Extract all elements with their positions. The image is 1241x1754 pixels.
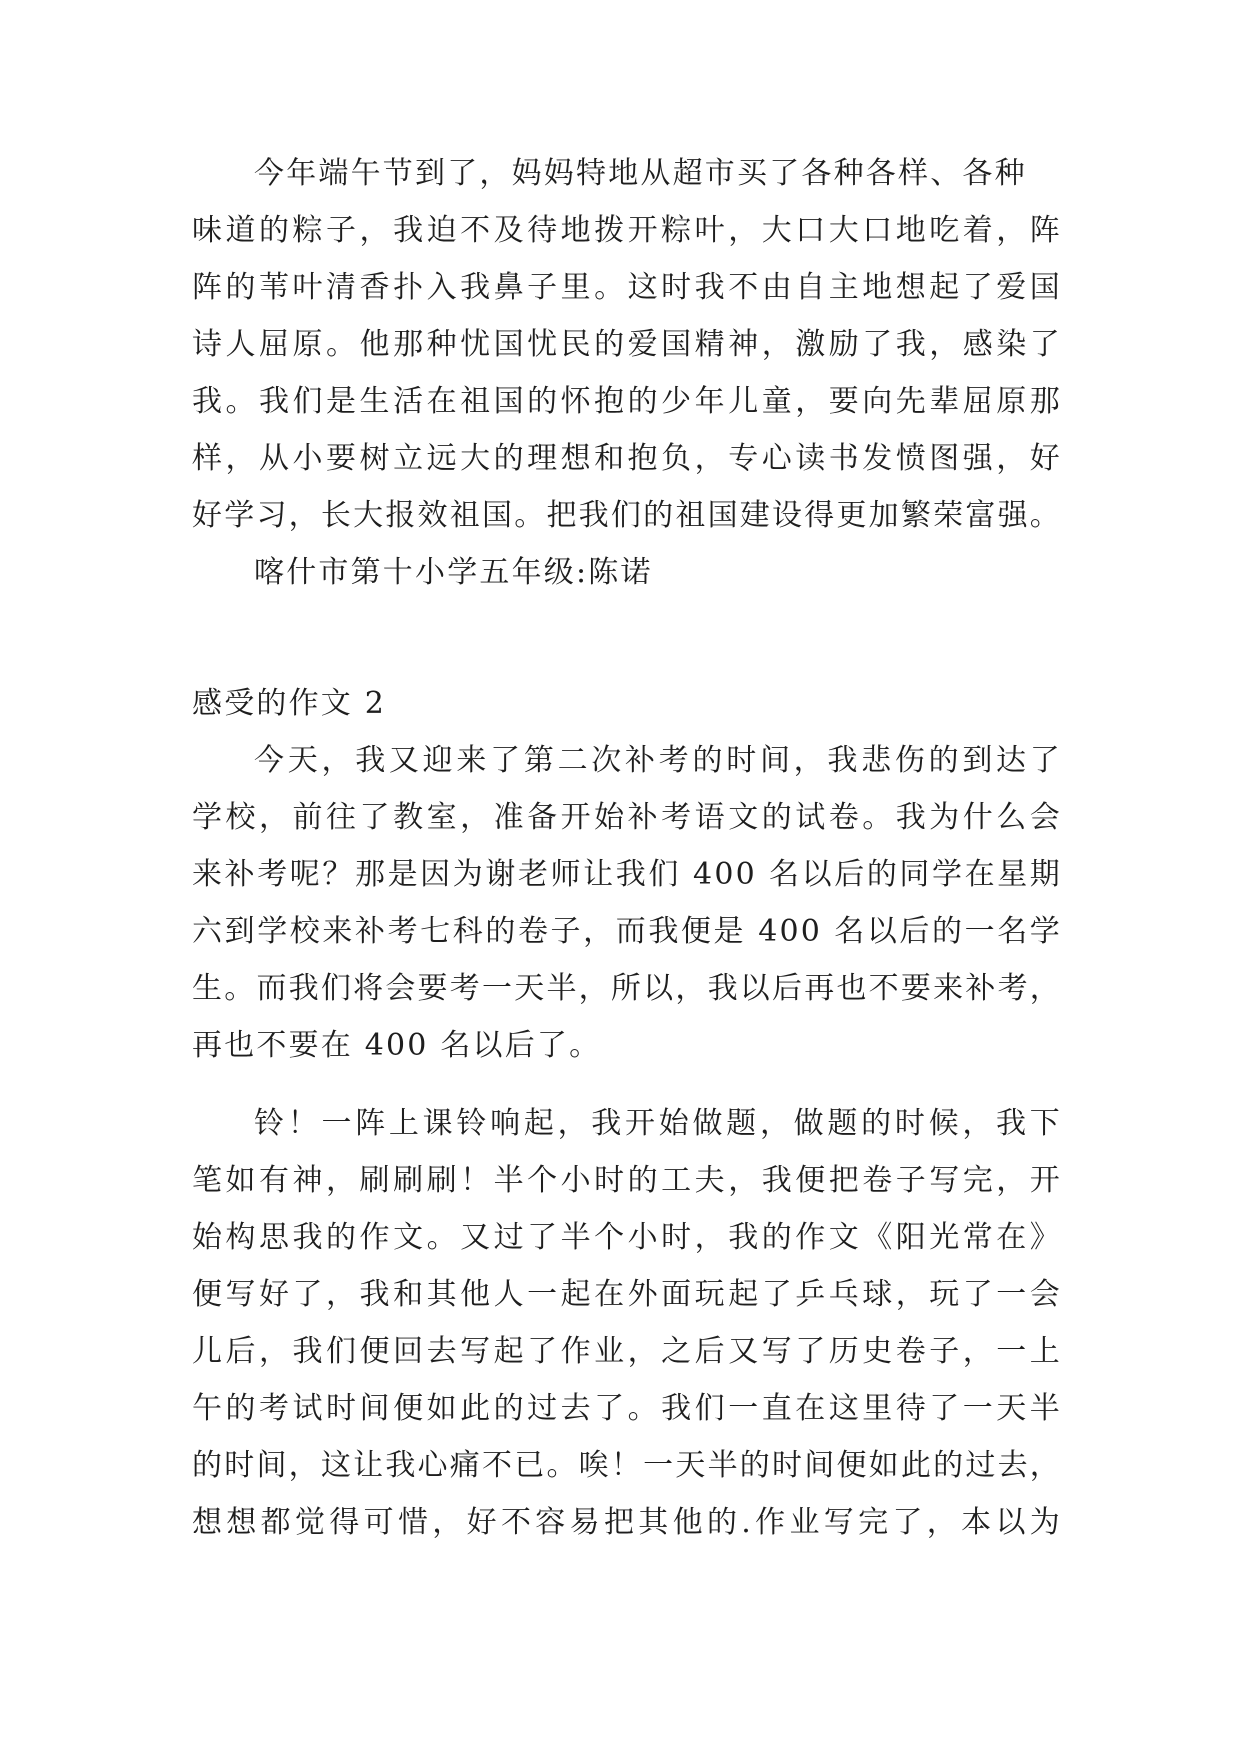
paragraph-line: 来补考呢？那是因为谢老师让我们 400 名以后的同学在星期 (192, 857, 1062, 892)
paragraph-line: 阵的苇叶清香扑入我鼻子里。这时我不由自主地想起了爱国 (192, 270, 1062, 305)
paragraph-line: 的时间，这让我心痛不已。唉！一天半的时间便如此的过去， (192, 1448, 1062, 1483)
section-title: 感受的作文 2 (192, 686, 387, 721)
paragraph-line: 今年端午节到了，妈妈特地从超市买了各种各样、各种 (254, 156, 1027, 191)
paragraph-line: 今天，我又迎来了第二次补考的时间，我悲伤的到达了 (254, 743, 1062, 778)
paragraph-line: 想想都觉得可惜，好不容易把其他的.作业写完了，本以为 (192, 1505, 1062, 1540)
paragraph-line: 儿后，我们便回去写起了作业，之后又写了历史卷子，一上 (192, 1334, 1062, 1369)
paragraph-line: 便写好了，我和其他人一起在外面玩起了乒乓球，玩了一会 (192, 1277, 1062, 1312)
paragraph-line: 我。我们是生活在祖国的怀抱的少年儿童，要向先辈屈原那 (192, 384, 1062, 419)
paragraph-line: 味道的粽子，我迫不及待地拨开粽叶，大口大口地吃着，阵 (192, 213, 1062, 248)
paragraph-line: 再也不要在 400 名以后了。 (192, 1028, 602, 1063)
paragraph-line: 铃！一阵上课铃响起，我开始做题，做题的时候，我下 (254, 1106, 1062, 1141)
paragraph-line: 学校，前往了教室，准备开始补考语文的试卷。我为什么会 (192, 800, 1062, 835)
paragraph-line: 样，从小要树立远大的理想和抱负，专心读书发愤图强，好 (192, 441, 1062, 476)
paragraph-line: 笔如有神，刷刷刷！半个小时的工夫，我便把卷子写完，开 (192, 1163, 1062, 1198)
paragraph-line: 好学习，长大报效祖国。把我们的祖国建设得更加繁荣富强。 (192, 498, 1062, 533)
paragraph-line: 生。而我们将会要考一天半，所以，我以后再也不要来补考， (192, 971, 1062, 1006)
signature: 喀什市第十小学五年级:陈诺 (254, 555, 653, 590)
paragraph-line: 午的考试时间便如此的过去了。我们一直在这里待了一天半 (192, 1391, 1062, 1426)
paragraph-line: 六到学校来补考七科的卷子，而我便是 400 名以后的一名学 (192, 914, 1062, 949)
paragraph-line: 始构思我的作文。又过了半个小时，我的作文《阳光常在》 (192, 1220, 1062, 1255)
paragraph-line: 诗人屈原。他那种忧国忧民的爱国精神，激励了我，感染了 (192, 327, 1062, 362)
